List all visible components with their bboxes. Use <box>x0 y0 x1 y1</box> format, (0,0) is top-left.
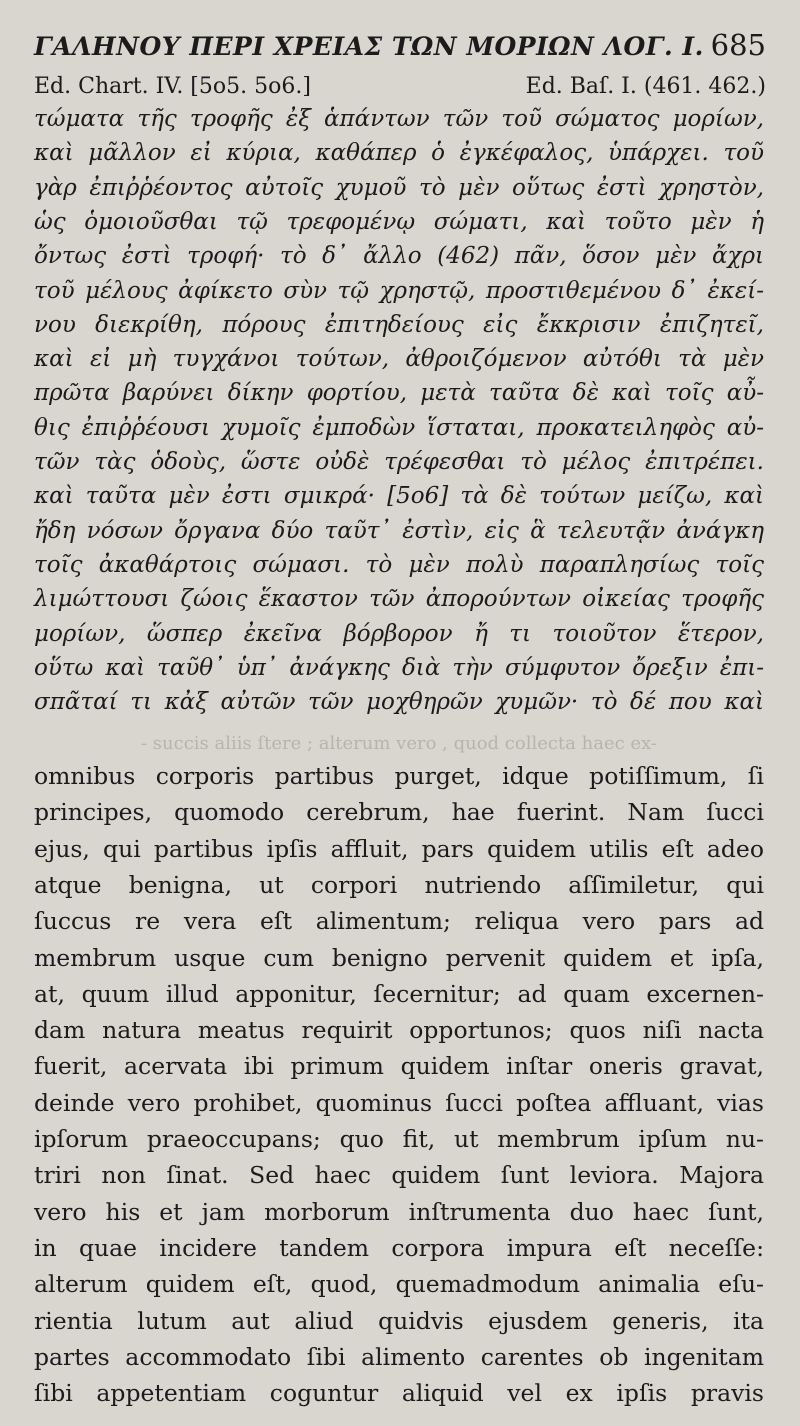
greek-text-line: καὶ ταῦτα μὲν ἐστι σμικρά· [5o6] τὰ δὲ τούτων μείζω, καὶ <box>34 483 764 510</box>
latin-text-line: at, quum illud apponitur, ſecernitur; ad quam excernen- <box>34 979 764 1008</box>
greek-text-line: τῶν τὰς ὁδοὺς, ὥστε οὐδὲ τρέφεσθαι τὸ μέλος ἐπιτρέπει. <box>34 449 764 475</box>
greek-text-line: θις ἐπιῤῥέουσι χυμοῖς ἐμποδὼν ἵσταται, προκατειληφὸς αὐ- <box>34 414 764 441</box>
latin-text-line: fuerit, acervata ibi primum quidem inſtar oneris gravat, <box>34 1052 764 1081</box>
latin-text-line: omnibus corporis partibus purget, idque potiſſimum, ſi <box>34 762 764 790</box>
latin-text-line: in quae incidere tandem corpora impura eſt neceſſe: <box>34 1233 764 1262</box>
page-number: 685 <box>710 28 766 62</box>
latin-text-line: dam natura meatus requirit opportunos; quos niſi nacta <box>34 1016 764 1045</box>
latin-text-line: ſibi appetentiam coguntur aliquid vel ex ipſis pravis <box>34 1379 764 1408</box>
edition-basel: Ed. Baſ. I. (461. 462.) <box>525 74 766 99</box>
greek-text-line: ὡς ὁμοιοῦσθαι τῷ τρεφομένῳ σώματι, καὶ τοῦτο μὲν ἡ <box>34 208 764 235</box>
greek-text-line: ὄντως ἐστὶ τροφή· τὸ δ᾽ ἄλλο (462) πᾶν, ὅσον μὲν ἄχρι <box>34 243 764 270</box>
greek-text-line: καὶ εἰ μὴ τυγχάνοι τούτων, ἀθροιζόμενον αὐτόθι τὰ μὲν <box>34 346 764 373</box>
latin-text-line: principes, quomodo cerebrum, hae fuerint. Nam ſucci <box>34 798 764 827</box>
greek-text-line: νου διεκρίθη, πόρους ἐπιτηδείους εἰς ἔκκρισιν ἐπιζητεῖ, <box>34 311 764 338</box>
latin-text-line: ipſorum praeoccupans; quo fit, ut membrum ipſum nu- <box>34 1125 764 1153</box>
latin-text-line: rientia lutum aut aliud quidvis ejusdem generis, ita <box>34 1306 764 1335</box>
latin-text-line: triri non ſinat. Sed haec quidem ſunt leviora. Majora <box>34 1161 764 1190</box>
greek-text-line: τοῦ μέλους ἀφίκετο σὺν τῷ χρηστῷ, προστιθεμένου δ᾽ ἐκεί- <box>34 277 764 304</box>
greek-text-line: πρῶτα βαρύνει δίκην φορτίου, μετὰ ταῦτα δὲ καὶ τοῖς αὖ- <box>34 380 764 407</box>
latin-text-line: ejus, qui partibus ipſis affluit, pars quidem utilis eſt adeo <box>34 834 764 863</box>
greek-text-line: σπᾶταί τι κἀξ αὐτῶν τῶν μοχθηρῶν χυμῶν· τὸ δέ που καὶ <box>34 689 764 716</box>
latin-text-line: ſuccus re vera eſt alimentum; reliqua vero pars ad <box>34 907 764 936</box>
edition-chart: Ed. Chart. IV. [5o5. 5o6.] <box>34 74 311 99</box>
greek-text-line: οὕτω καὶ ταῦθ᾽ ὑπ᾽ ἀνάγκης διὰ τὴν σύμφυτον ὄρεξιν ἐπι- <box>34 654 764 681</box>
greek-text-line: ἤδη νόσων ὄργανα δύο ταῦτ᾽ ἐστὶν, εἰς ἃ τελευτᾷν ἀνάγκη <box>34 517 764 544</box>
greek-text-line: γὰρ ἐπιῤῥέοντος αὐτοῖς χυμοῦ τὸ μὲν οὕτως ἐστὶ χρηστὸν, <box>34 174 764 201</box>
latin-text-line: alterum quidem eſt, quod, quemadmodum animalia eſu- <box>34 1270 764 1299</box>
latin-text-line: deinde vero prohibet, quominus ſucci poſtea affluant, vias <box>34 1088 764 1117</box>
greek-text-line: τώματα τῆς τροφῆς ἐξ ἁπάντων τῶν τοῦ σώματος μορίων, <box>34 106 764 132</box>
greek-text-line: καὶ μᾶλλον εἰ κύρια, καθάπερ ὁ ἐγκέφαλος, ὑπάρχει. τοῦ <box>34 140 764 167</box>
running-head <box>34 22 766 66</box>
latin-text-line: vero his et jam morborum inſtrumenta duo haec ſunt, <box>34 1197 764 1226</box>
latin-text-line: membrum usque cum benigno pervenit quidem et ipſa, <box>34 943 764 972</box>
greek-text-line: μορίων, ὥσπερ ἐκεῖνα βόρβορον ἤ τι τοιοῦτον ἕτερον, <box>34 620 764 647</box>
greek-text-line: τοῖς ἀκαθάρτοις σώμασι. τὸ μὲν πολὺ παραπλησίως τοῖς <box>34 551 764 578</box>
edition-line <box>34 74 766 104</box>
latin-text-line: partes accommodato ſibi alimento carentes ob ingenitam <box>34 1342 764 1371</box>
greek-text-line: λιμώττουσι ζώοις ἕκαστον τῶν ἀπορούντων οἰκείας τροφῆς <box>34 586 764 613</box>
running-title: ΓΑΛΗΝΟΥ ΠΕΡΙ ΧΡΕΙΑΣ ΤΩΝ ΜΟΡΙΩΝ ΛΟΓ. Ι. <box>34 32 704 61</box>
latin-text-line: atque benigna, ut corpori nutriendo aſſimiletur, qui <box>34 870 764 899</box>
bleed-through-line: - succis aliis ſtere ; alterum vero , quod collecta haec ex- <box>141 733 657 754</box>
